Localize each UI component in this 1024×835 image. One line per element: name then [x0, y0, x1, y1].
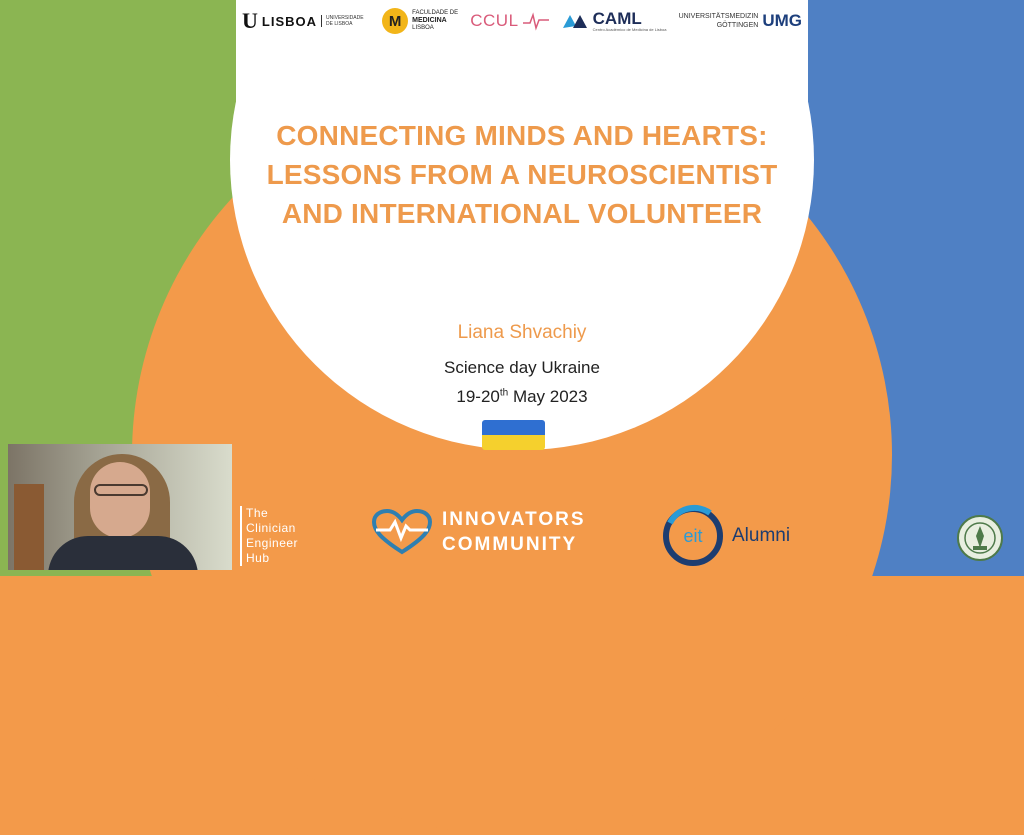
caml-subtitle: Centro Académico de Medicina de Lisboa — [592, 27, 667, 32]
heartbeat-icon — [523, 11, 549, 31]
fmul-text: FACULDADE DE MEDICINA LISBOA — [412, 10, 459, 31]
ulisboa-subtitle: UNIVERSIDADE DE LISBOA — [321, 15, 370, 27]
eit-alumni-logo — [660, 503, 790, 569]
ukraine-flag-icon — [482, 420, 545, 450]
clinician-engineer-hub-logo: The Clinician Engineer Hub — [240, 506, 298, 566]
umg-logo — [679, 11, 802, 31]
slide-title-line-3: AND INTERNATIONAL VOLUNTEER — [281, 198, 763, 229]
slide-title — [236, 116, 808, 233]
speaker-webcam-video[interactable] — [8, 444, 232, 570]
seal-emblem-icon — [956, 514, 1004, 562]
slide-title-line-2: LESSONS FROM A NEUROSCIENTIST — [266, 159, 778, 190]
caml-name: CAML — [592, 9, 642, 28]
ccul-logo — [470, 11, 548, 31]
ulisboa-name: LISBOA — [261, 13, 318, 29]
fmul-mark: M — [382, 8, 408, 34]
fmul-logo — [382, 8, 458, 34]
speaker-face — [90, 462, 150, 538]
ccul-name: CCUL — [470, 11, 519, 30]
slide-title-line-1: CONNECTING MINDS AND HEARTS: — [276, 120, 768, 151]
heart-pulse-icon — [370, 508, 434, 556]
eit-ring-icon — [660, 503, 726, 569]
ulisboa-mark: U — [242, 8, 258, 33]
ulisboa-logo — [242, 8, 370, 34]
innovators-community-text: INNOVATORS COMMUNITY — [442, 509, 586, 555]
event-name: Science day Ukraine — [444, 358, 600, 377]
caml-logo — [561, 10, 667, 32]
umg-mark: UMG — [762, 11, 802, 30]
svg-text:eit: eit — [683, 526, 703, 546]
author-name: Liana Shvachiy — [457, 322, 587, 343]
eit-alumni-label: Alumni — [732, 525, 791, 546]
partner-logos-bar — [236, 4, 808, 38]
umg-text: UNIVERSITÄTSMEDIZIN GÖTTINGEN — [678, 13, 759, 29]
innovators-community-logo — [370, 507, 586, 557]
event-date: 19-20th May 2023 — [456, 387, 588, 406]
caml-mark-icon — [561, 12, 589, 30]
